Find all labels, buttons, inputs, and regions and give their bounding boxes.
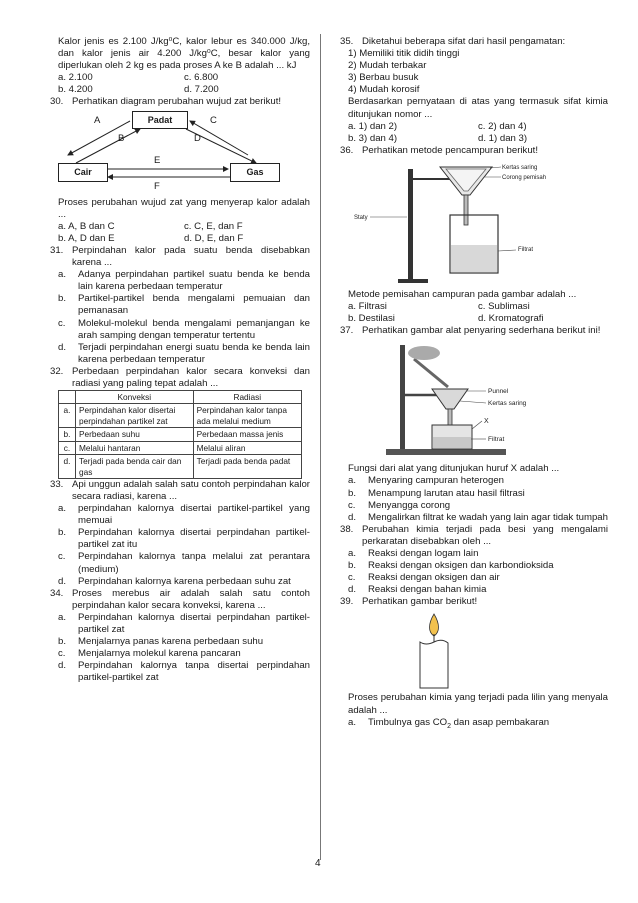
question-text: Perhatikan metode pencampuran berikut!: [362, 144, 538, 156]
question-number: 35.: [340, 36, 354, 47]
option-text: perpindahan kalornya disertai partikel-partikel yang memuai: [78, 503, 310, 527]
left-column: [50, 36, 310, 685]
option-letter: c.: [348, 572, 356, 584]
option-text: Reaksi dengan oksigen dan air: [368, 572, 500, 584]
option-a[interactable]: [340, 548, 608, 560]
table-row[interactable]: [59, 404, 302, 428]
table-cell: Terjadi pada benda cair dan gas: [76, 455, 194, 479]
option-b[interactable]: b. Destilasi: [348, 313, 395, 325]
funnel-stem: [464, 195, 468, 225]
option-letter: b.: [348, 560, 357, 572]
option-text-main: Timbulnya gas CO: [368, 716, 448, 728]
table-cell: Melalui hantaran: [76, 441, 194, 454]
option-text: Partikel-partikel benda mengalami pemuaian dan pemanasan: [78, 293, 310, 317]
label-c: C: [210, 114, 217, 126]
option-d[interactable]: [50, 576, 310, 588]
option-d[interactable]: [340, 584, 608, 596]
option-letter: b.: [348, 487, 357, 499]
filtrate-liquid: [451, 245, 497, 272]
option-c[interactable]: c. 2) dan 4): [478, 120, 527, 132]
option-a[interactable]: [50, 612, 310, 636]
table-cell: Terjadi pada benda padat: [193, 455, 301, 479]
option-text: Perpindahan kalornya tanpa melalui zat perantara (medium): [78, 551, 310, 575]
question-number: 30.: [50, 96, 64, 108]
table-row[interactable]: [59, 428, 302, 441]
question-number: 32.: [50, 365, 64, 377]
question-number: 31.: [50, 244, 64, 256]
option-text: Menyangga corong: [368, 499, 451, 511]
table-cell: d.: [59, 455, 76, 479]
option-letter: d.: [58, 341, 67, 353]
list-item: 3) Berbau busuk: [348, 72, 419, 84]
label-a: A: [94, 114, 101, 126]
question-31: [50, 245, 310, 366]
question-30: [50, 96, 310, 244]
box-cair: Cair: [58, 163, 108, 182]
funnel: [432, 389, 468, 409]
option-text: Menjalarnya panas karena perbedaan suhu: [78, 636, 264, 648]
option-b[interactable]: b. A, D dan E: [58, 232, 115, 244]
question-text-2: Proses perubahan kimia yang terjadi pada lilin yang menyala adalah ...: [348, 692, 608, 716]
option-letter: a.: [58, 269, 67, 281]
label-corong-pemisah: Corong pemisah: [502, 174, 547, 181]
candle-body: [420, 641, 448, 689]
option-letter: d.: [58, 575, 67, 587]
option-d[interactable]: d. 1) dan 3): [478, 132, 528, 144]
option-letter: b.: [58, 636, 67, 648]
question-number: 39.: [340, 596, 354, 608]
option-text: Mengalirkan filtrat ke wadah yang lain agar tidak tumpah: [368, 511, 608, 523]
table-row[interactable]: [59, 441, 302, 454]
label-d: D: [194, 132, 201, 144]
option-b[interactable]: [340, 488, 608, 500]
option-b[interactable]: [340, 560, 608, 572]
option-c[interactable]: [50, 648, 310, 660]
question-text: Perpindahan kalor pada suatu benda disebabkan karena ...: [72, 244, 310, 269]
option-d[interactable]: d. D, E, dan F: [184, 232, 244, 244]
question-37: [340, 325, 608, 524]
box-padat: Padat: [132, 111, 188, 129]
option-text: Menyaring campuran heterogen: [368, 475, 504, 487]
table-cell: Perpindahan kalor disertai perpindahan partikel zat: [76, 404, 194, 428]
option-letter: a.: [58, 611, 67, 623]
question-number: 37.: [340, 325, 354, 337]
question-text-2: Metode pemisahan campuran pada gambar adalah ...: [348, 288, 577, 300]
option-text: Molekul-molekul benda mengalami pemanjangan ke arah samping dengan temperatur tertentu: [78, 317, 310, 341]
option-a[interactable]: [340, 475, 608, 487]
options-grid: [340, 301, 608, 313]
option-a[interactable]: [50, 503, 310, 527]
option-letter: c.: [348, 499, 356, 511]
column-divider: [320, 34, 321, 860]
table-cell: a.: [59, 404, 76, 428]
table-header-empty: [59, 391, 76, 404]
options-grid: [50, 84, 310, 96]
label-e: E: [154, 154, 161, 166]
list-item: 4) Mudah korosif: [348, 84, 420, 96]
options-grid: [50, 221, 310, 233]
stand-rod: [400, 345, 405, 453]
option-a[interactable]: [50, 269, 310, 293]
table-header-row: [59, 391, 302, 404]
option-d[interactable]: d. 7.200: [184, 84, 219, 96]
question-number: 38.: [340, 523, 354, 535]
question-29-continuation: [50, 36, 310, 96]
option-b[interactable]: b. 4.200: [58, 84, 93, 96]
option-letter: a.: [348, 547, 357, 559]
leader-line: [460, 401, 486, 403]
option-c[interactable]: [50, 551, 310, 575]
question-text-2: Proses perubahan wujud zat yang menyerap kalor adalah ...: [58, 196, 310, 220]
page-number: 4: [315, 858, 321, 869]
question-35: [340, 36, 608, 145]
stand-base: [398, 279, 428, 283]
label-punnel: Punnel: [488, 388, 509, 396]
right-column: [340, 36, 608, 733]
filtration-apparatus-illustration: [340, 159, 608, 287]
question-number: 33.: [50, 478, 64, 490]
option-text: Perpindahan kalornya karena perbedaan suhu zat: [78, 575, 291, 587]
label-f: F: [154, 180, 160, 192]
question-text-2: Berdasarkan pernyataan di atas yang termasuk sifat kimia ditunjukan nomor ...: [348, 96, 608, 120]
pouring-beaker: [408, 346, 440, 360]
option-text: Menjalarnya molekul karena pancaran: [78, 648, 241, 660]
question-34: [50, 588, 310, 685]
table-header: Konveksi: [76, 391, 194, 404]
simple-filter-illustration: [340, 339, 608, 461]
table-cell: Perpindahan kalor tanpa ada melalui medium: [193, 404, 301, 428]
leader-line: [472, 421, 482, 429]
question-36: [340, 145, 608, 325]
question-text: Perhatikan gambar alat penyaring sederhana berikut ini!: [362, 325, 601, 337]
option-text: Perpindahan kalornya tanpa disertai perpindahan partikel-partikel zat: [78, 660, 310, 684]
label-b: B: [118, 132, 125, 144]
table-cell: Melalui aliran: [193, 441, 301, 454]
list-item: 1) Memiliki titik didih tinggi: [348, 48, 460, 60]
question-text: Diketahui beberapa sifat dari hasil pengamatan:: [362, 36, 566, 47]
label-kertas-saring: Kertas saring: [502, 164, 538, 171]
options-grid: [50, 72, 310, 84]
option-letter: d.: [348, 511, 357, 523]
option-d[interactable]: [50, 342, 310, 366]
arrow-b: [76, 129, 140, 163]
table-cell: c.: [59, 441, 76, 454]
question-number: 34.: [50, 587, 64, 599]
question-text: Perubahan kimia terjadi pada besi yang mengalami perkaratan disebabkan oleh ...: [362, 523, 608, 547]
option-c[interactable]: c. 6.800: [184, 72, 219, 84]
question-text: Perbedaan perpindahan kalor secara konveksi dan radiasi yang paling tepat adalah ...: [72, 365, 310, 389]
question-33: [50, 479, 310, 588]
question-text-2: Fungsi dari alat yang ditunjukan huruf X adalah ...: [348, 463, 560, 475]
option-text: Menampung larutan atau hasil filtrasi: [368, 487, 525, 499]
flame: [430, 614, 439, 636]
option-text: Reaksi dengan bahan kimia: [368, 584, 487, 596]
list-item: 2) Mudah terbakar: [348, 60, 427, 72]
option-c[interactable]: [340, 572, 608, 584]
question-text: Api unggun adalah salah satu contoh perpindahan kalor secara radiasi, karena ...: [72, 478, 310, 502]
label-kertas-saring: Kertas saring: [488, 400, 527, 408]
table-cell: b.: [59, 428, 76, 441]
options-grid: [50, 233, 310, 245]
option-d[interactable]: [50, 660, 310, 684]
table-row[interactable]: [59, 455, 302, 479]
box-gas: Gas: [230, 163, 280, 182]
option-c[interactable]: [50, 318, 310, 342]
label-filtrat: Filtrat: [488, 436, 505, 444]
option-letter: b.: [58, 527, 67, 539]
option-letter: a.: [58, 503, 67, 515]
option-letter: b.: [58, 293, 67, 305]
label-x: X: [484, 418, 489, 426]
option-a[interactable]: [340, 717, 608, 733]
options-grid: [340, 313, 608, 325]
option-c[interactable]: c. C, E, dan F: [184, 220, 243, 232]
option-text: [368, 717, 608, 733]
stand-rod: [408, 169, 413, 281]
option-d[interactable]: d. Kromatografi: [478, 313, 544, 325]
option-text-rest: dan asap pembakaran: [451, 716, 550, 728]
option-c[interactable]: c. Sublimasi: [478, 301, 530, 313]
option-b[interactable]: b. 3) dan 4): [348, 132, 398, 144]
pouring-rod: [414, 359, 448, 387]
candle-image: [340, 610, 608, 690]
option-letter: c.: [58, 317, 66, 329]
option-b[interactable]: [50, 293, 310, 317]
table-cell: Perbedaan suhu: [76, 428, 194, 441]
filtrate-liquid: [433, 437, 471, 448]
option-d[interactable]: [340, 512, 608, 524]
stand-base: [386, 449, 506, 455]
subscript: 2: [447, 722, 451, 730]
option-text: Reaksi dengan oksigen dan karbondioksida: [368, 560, 554, 572]
option-text: Terjadi perpindahan energi suatu benda ke benda lain karena perbedaan temperatur: [78, 341, 310, 365]
question-text: Perhatikan diagram perubahan wujud zat berikut!: [72, 96, 282, 108]
comparison-table: [58, 390, 302, 479]
label-filtrat: Filtrat: [518, 246, 533, 253]
simple-filter-image: [340, 339, 608, 461]
option-letter: d.: [348, 584, 357, 596]
option-letter: a.: [348, 716, 357, 728]
table-header: Radiasi: [193, 391, 301, 404]
phase-change-diagram: [58, 111, 310, 195]
options-grid: [340, 133, 608, 145]
option-c[interactable]: [340, 500, 608, 512]
option-text: Perpindahan kalornya disertai perpindahan partikel-partikel zat itu: [78, 527, 310, 551]
option-text: Adanya perpindahan partikel suatu benda ke benda lain karena perbedaan temperatur: [78, 269, 310, 293]
option-b[interactable]: [50, 636, 310, 648]
filtration-apparatus-image: [340, 159, 608, 287]
option-letter: a.: [348, 475, 357, 487]
option-letter: c.: [58, 551, 66, 563]
option-text: Reaksi dengan logam lain: [368, 547, 479, 559]
label-staty: Staty: [354, 214, 368, 221]
question-38: [340, 524, 608, 597]
question-39: [340, 596, 608, 732]
funnel-stem: [448, 409, 452, 427]
option-a[interactable]: a. A, B dan C: [58, 220, 115, 232]
option-text: Perpindahan kalornya disertai perpindahan partikel-partikel zat: [78, 611, 310, 636]
table-cell: Perbedaan massa jenis: [193, 428, 301, 441]
question-text: Perhatikan gambar berikut!: [362, 596, 478, 608]
leader-line: [498, 250, 516, 251]
candle-illustration: [340, 610, 608, 690]
question-32: [50, 366, 310, 479]
question-text: Kalor jenis es 2.100 J/kg⁰C, kalor lebur es 340.000 J/kg, dan kalor jenis air 4.200 J/kg⁰C, besar kalor yang diperlukan oleh 2 kg es pada proses A ke B adalah ... kJ: [58, 36, 310, 72]
option-b[interactable]: [50, 527, 310, 551]
question-number: 36.: [340, 144, 354, 156]
options-grid: [340, 121, 608, 133]
option-letter: d.: [58, 660, 67, 672]
option-a[interactable]: a. 1) dan 2): [348, 120, 398, 132]
option-letter: c.: [58, 648, 66, 660]
option-a[interactable]: a. Filtrasi: [348, 301, 387, 313]
option-a[interactable]: a. 2.100: [58, 72, 93, 84]
question-text: Proses merebus air adalah salah satu contoh perpindahan kalor secara konveksi, karena ...: [72, 587, 310, 611]
